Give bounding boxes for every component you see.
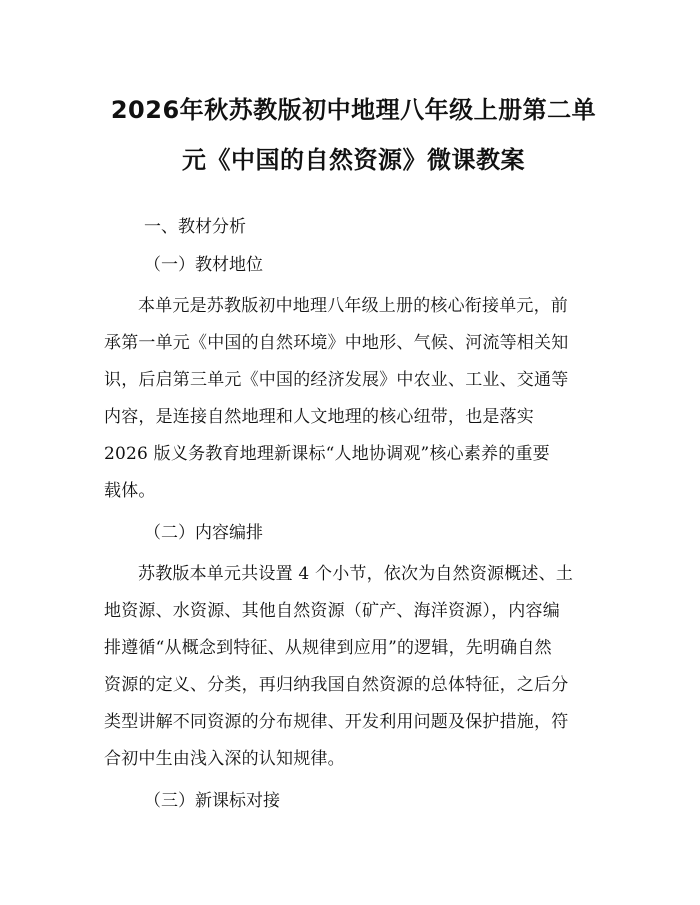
subheading-content-arrangement: （二）内容编排	[144, 523, 263, 543]
section-heading-textbook-analysis: 一、教材分析	[144, 217, 246, 237]
paragraph-textbook-position	[104, 288, 603, 510]
paragraph-line: 识，后启第三单元《中国的经济发展》中农业、工业、交通等	[104, 370, 569, 390]
paragraph-line: 排遵循“从概念到特征、从规律到应用”的逻辑，先明确自然	[104, 638, 552, 658]
paragraph-content-arrangement	[104, 556, 603, 778]
document-title	[104, 85, 603, 185]
paragraph-line: 内容，是连接自然地理和人文地理的核心纽带，也是落实	[104, 407, 534, 427]
paragraph-line: 地资源、水资源、其他自然资源（矿产、海洋资源），内容编	[104, 601, 560, 621]
paragraph-line: 承第一单元《中国的自然环境》中地形、气候、河流等相关知	[104, 333, 569, 353]
paragraph-line: 载体。	[104, 481, 156, 501]
title-line-1: 2026年秋苏教版初中地理八年级上册第二单	[110, 96, 597, 124]
paragraph-line: 资源的定义、分类，再归纳我国自然资源的总体特征，之后分	[104, 675, 569, 695]
paragraph-line: 合初中生由浅入深的认知规律。	[104, 749, 345, 769]
paragraph-line: 类型讲解不同资源的分布规律、开发利用问题及保护措施，符	[104, 712, 569, 732]
title-line-2: 元《中国的自然资源》微课教案	[182, 146, 525, 174]
subheading-curriculum-alignment: （三）新课标对接	[144, 791, 280, 811]
paragraph-line: 2026 版义务教育地理新课标“人地协调观”核心素养的重要	[104, 444, 550, 464]
paragraph-line: 本单元是苏教版初中地理八年级上册的核心衔接单元，前	[138, 296, 568, 316]
paragraph-line: 苏教版本单元共设置 4 个小节，依次为自然资源概述、土	[138, 564, 574, 584]
subheading-textbook-position: （一）教材地位	[144, 255, 263, 275]
